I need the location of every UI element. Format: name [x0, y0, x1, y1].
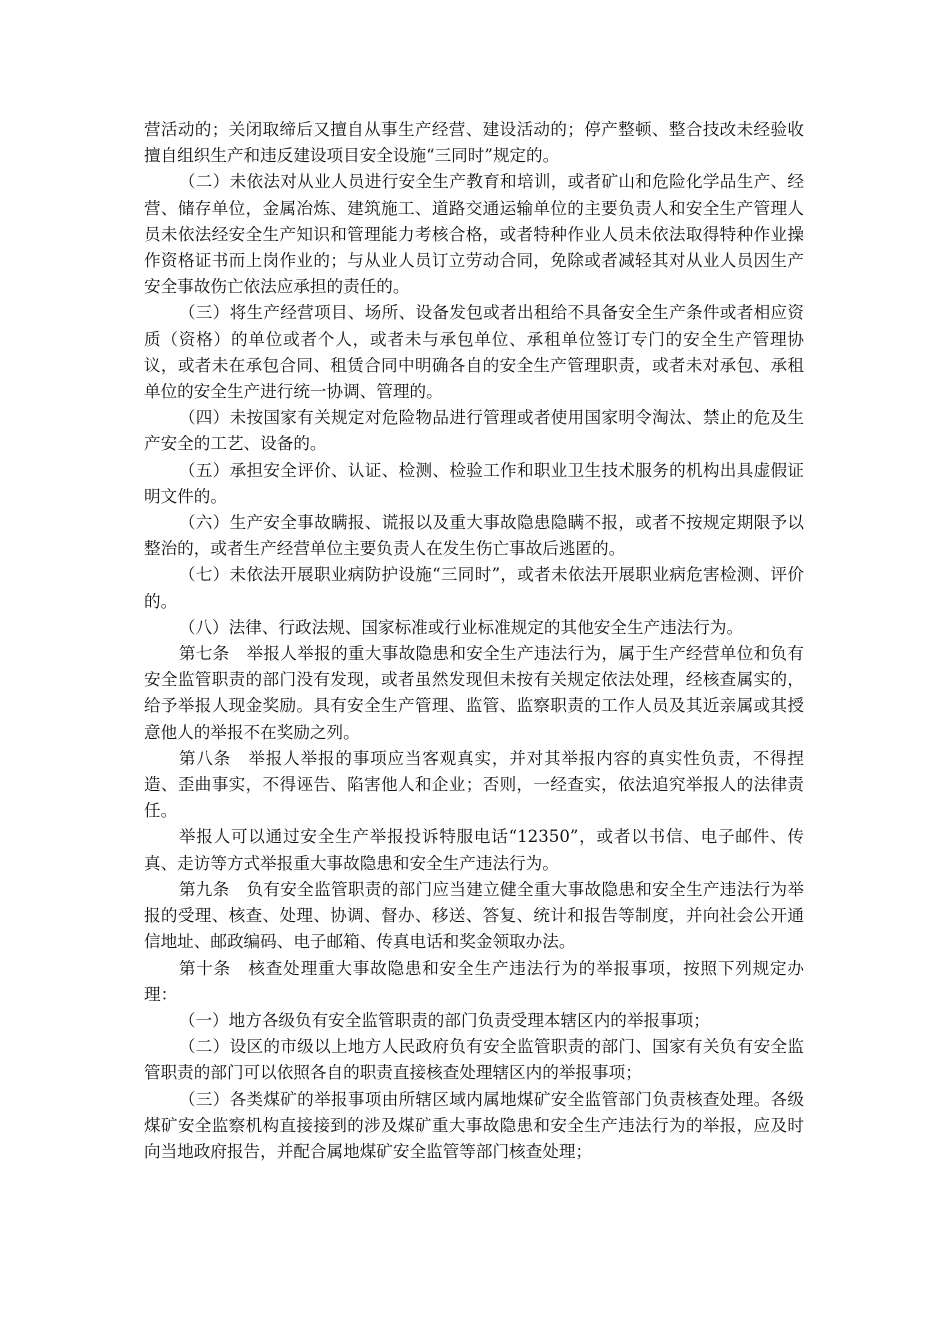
paragraph-article-10: 第十条 核查处理重大事故隐患和安全生产违法行为的举报事项，按照下列规定办理：	[144, 958, 804, 1004]
paragraph-article-10-item-3: （三）各类煤矿的举报事项由所辖区域内属地煤矿安全监管部门负责核查处理。各级煤矿安全监察机构直接接到的涉及煤矿重大事故隐患和安全生产违法行为的举报，应及时向当地政府报告，并配合属地煤矿安全监管等部门核查处理；	[144, 1089, 804, 1161]
paragraph-item-2: （二）未依法对从业人员进行安全生产教育和培训，或者矿山和危险化学品生产、经营、储存单位，金属冶炼、建筑施工、道路交通运输单位的主要负责人和安全生产管理人员未依法经安全生产知识和管理能力考核合格，或者特种作业人员未依法取得特种作业操作资格证书而上岗作业的；与从业人员订立劳动合同，免除或者减轻其对从业人员因生产安全事故伤亡依法应承担的责任的。	[144, 172, 804, 297]
paragraph-item-8: （八）法律、行政法规、国家标准或行业标准规定的其他安全生产违法行为。	[178, 617, 744, 637]
paragraph-article-10-item-1: （一）地方各级负有安全监管职责的部门负责受理本辖区内的举报事项；	[178, 1010, 710, 1030]
paragraph-item-3: （三）将生产经营项目、场所、设备发包或者出租给不具备安全生产条件或者相应资质（资格）的单位或者个人，或者未与承包单位、承租单位签订专门的安全生产管理协议，或者未在承包合同、租赁合同中明确各自的安全生产管理职责，或者未对承包、承租单位的安全生产进行统一协调、管理的。	[144, 303, 804, 402]
document-page	[144, 117, 804, 1165]
paragraph-article-10-item-2: （二）设区的市级以上地方人民政府负有安全监管职责的部门、国家有关负有安全监管职责的部门可以依照各自的职责直接核查处理辖区内的举报事项；	[144, 1037, 804, 1083]
paragraph-item-4: （四）未按国家有关规定对危险物品进行管理或者使用国家明令淘汰、禁止的危及生产安全的工艺、设备的。	[144, 408, 804, 454]
paragraph-article-9: 第九条 负有安全监管职责的部门应当建立健全重大事故隐患和安全生产违法行为举报的受理、核查、处理、协调、督办、移送、答复、统计和报告等制度，并向社会公开通信地址、邮政编码、电子邮箱、传真电话和奖金领取办法。	[144, 879, 804, 952]
paragraph-item-7: （七）未依法开展职业病防护设施“三同时”，或者未依法开展职业病危害检测、评价的。	[144, 565, 804, 611]
paragraph-article-8-hotline: 举报人可以通过安全生产举报投诉特服电话“12350”，或者以书信、电子邮件、传真、走访等方式举报重大事故隐患和安全生产违法行为。	[144, 827, 804, 873]
paragraph-article-7: 第七条 举报人举报的重大事故隐患和安全生产违法行为，属于生产经营单位和负有安全监管职责的部门没有发现，或者虽然发现但未按有关规定依法处理，经核查属实的，给予举报人现金奖励。具有安全生产管理、监管、监察职责的工作人员及其近亲属或其授意他人的举报不在奖励之列。	[144, 644, 804, 742]
paragraph-article-8: 第八条 举报人举报的事项应当客观真实，并对其举报内容的真实性负责，不得捏造、歪曲事实，不得诬告、陷害他人和企业；否则，一经查实，依法追究举报人的法律责任。	[144, 748, 804, 821]
paragraph-item-6: （六）生产安全事故瞒报、谎报以及重大事故隐患隐瞒不报，或者不按规定期限予以整治的，或者生产经营单位主要负责人在发生伤亡事故后逃匿的。	[144, 513, 804, 559]
paragraph-item-5: （五）承担安全评价、认证、检测、检验工作和职业卫生技术服务的机构出具虚假证明文件的。	[144, 460, 804, 506]
paragraph-continuation: 营活动的；关闭取缔后又擅自从事生产经营、建设活动的；停产整顿、整合技改未经验收擅自组织生产和违反建设项目安全设施“三同时”规定的。	[144, 120, 804, 166]
